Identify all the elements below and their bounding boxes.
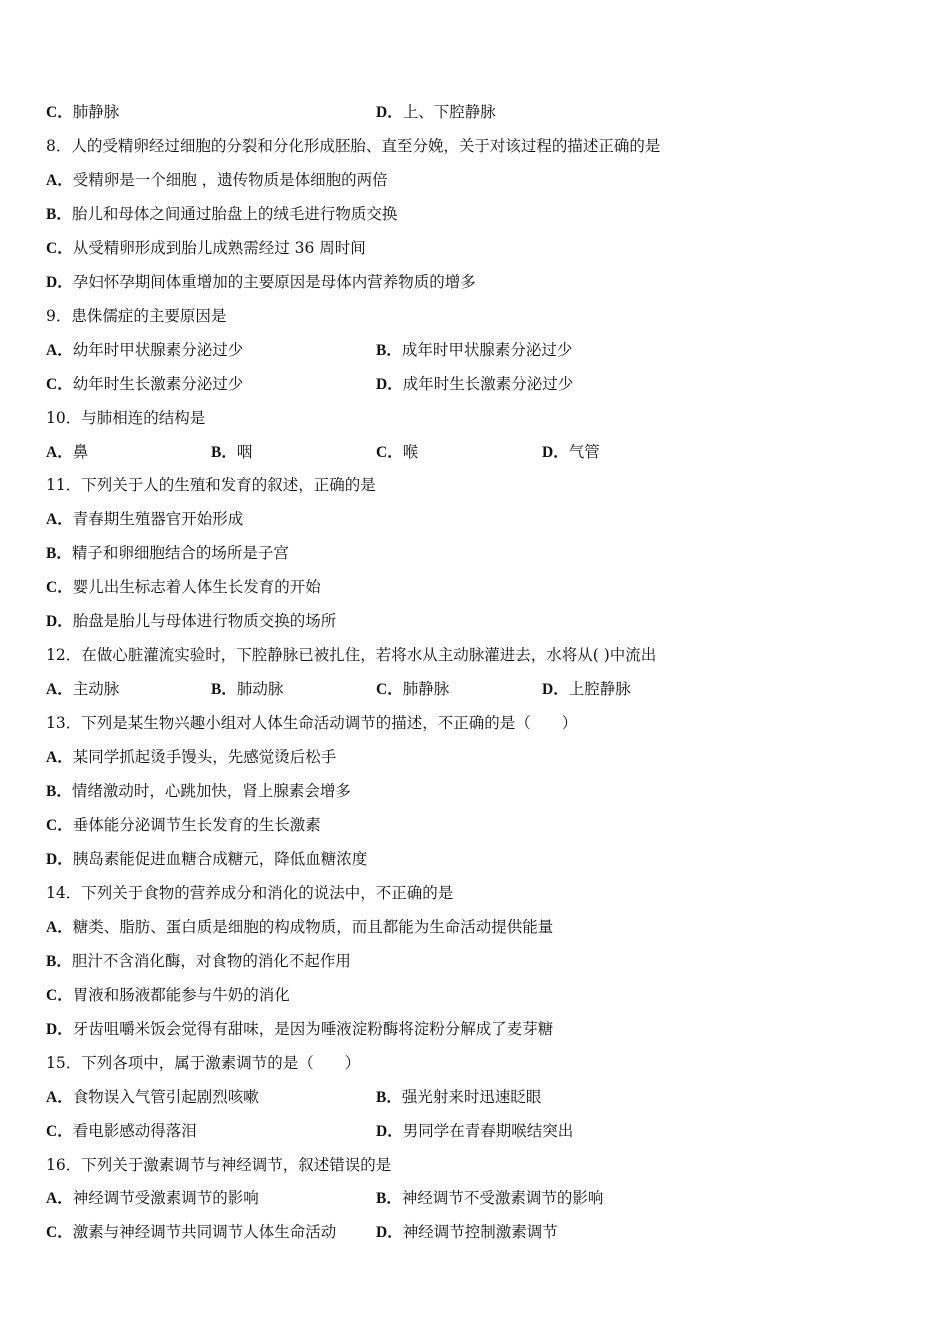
q11-option-a: A．青春期生殖器官开始形成 [46,510,244,528]
q16-option-d: D．神经调节控制激素调节 [376,1223,558,1241]
q10-option-d: D．气管 [542,443,600,461]
q8-option-a: A．受精卵是一个细胞 ，遗传物质是体细胞的两倍 [46,171,388,189]
q14-option-d: D．牙齿咀嚼米饭会觉得有甜味，是因为唾液淀粉酶将淀粉分解成了麦芽糖 [46,1020,554,1038]
q12-option-b: B．肺动脉 [211,680,284,698]
q13-option-d: D．胰岛素能促进血糖合成糖元，降低血糖浓度 [46,850,368,868]
q9-option-c: C．幼年时生长激素分泌过少 [46,375,244,393]
q10-stem: 10．与肺相连的结构是 [46,409,206,427]
q11-stem: 11．下列关于人的生殖和发育的叙述，正确的是 [46,476,376,494]
q13-option-c: C．垂体能分泌调节生长发育的生长激素 [46,816,321,834]
q12-option-a: A．主动脉 [46,680,120,698]
q15-option-a: A．食物误入气管引起剧烈咳嗽 [46,1088,259,1106]
q16-option-b: B．神经调节不受激素调节的影响 [376,1189,604,1207]
q13-option-b: B．情绪激动时，心跳加快，肾上腺素会增多 [46,782,351,800]
q9-stem: 9．患侏儒症的主要原因是 [46,307,227,325]
q16-option-c: C．激素与神经调节共同调节人体生命活动 [46,1223,337,1241]
q11-option-b: B．精子和卵细胞结合的场所是子宫 [46,544,289,562]
q8-stem: 8．人的受精卵经过细胞的分裂和分化形成胚胎、直至分娩，关于对该过程的描述正确的是 [46,137,661,155]
q9-option-d: D．成年时生长激素分泌过少 [376,375,574,393]
q8-option-c: C．从受精卵形成到胎儿成熟需经过 36 周时间 [46,239,366,257]
q10-option-b: B．咽 [211,443,253,461]
q13-stem: 13．下列是某生物兴趣小组对人体生命活动调节的描述，不正确的是（ ） [46,714,578,732]
q8-option-b: B．胎儿和母体之间通过胎盘上的绒毛进行物质交换 [46,205,398,223]
q10-option-c: C．喉 [376,443,419,461]
q7-option-d: D．上、下腔静脉 [376,103,496,121]
q9-option-b: B．成年时甲状腺素分泌过少 [376,341,573,359]
q8-option-d: D．孕妇怀孕期间体重增加的主要原因是母体内营养物质的增多 [46,273,476,291]
q15-option-d: D．男同学在青春期喉结突出 [376,1122,574,1140]
q9-option-a: A．幼年时甲状腺素分泌过少 [46,341,244,359]
q14-option-a: A．糖类、脂肪、蛋白质是细胞的构成物质，而且都能为生命活动提供能量 [46,918,554,936]
q14-option-b: B．胆汁不含消化酶，对食物的消化不起作用 [46,952,351,970]
q14-option-c: C．胃液和肠液都能参与牛奶的消化 [46,986,290,1004]
q12-option-d: D．上腔静脉 [542,680,631,698]
q12-option-c: C．肺静脉 [376,680,450,698]
q15-option-c: C．看电影感动得落泪 [46,1122,197,1140]
q7-option-c: C．肺静脉 [46,103,120,121]
q16-stem: 16．下列关于激素调节与神经调节，叙述错误的是 [46,1156,392,1174]
q13-option-a: A．某同学抓起烫手馒头，先感觉烫后松手 [46,748,337,766]
q14-stem: 14．下列关于食物的营养成分和消化的说法中，不正确的是 [46,884,454,902]
q15-option-b: B．强光射来时迅速眨眼 [376,1088,542,1106]
q11-option-d: D．胎盘是胎儿与母体进行物质交换的场所 [46,612,337,630]
q16-option-a: A．神经调节受激素调节的影响 [46,1189,259,1207]
q11-option-c: C．婴儿出生标志着人体生长发育的开始 [46,578,321,596]
q10-option-a: A．鼻 [46,443,89,461]
q12-stem: 12．在做心脏灌流实验时，下腔静脉已被扎住，若将水从主动脉灌进去，水将从( )中流出 [46,646,657,664]
q15-stem: 15．下列各项中，属于激素调节的是（ ） [46,1054,361,1072]
